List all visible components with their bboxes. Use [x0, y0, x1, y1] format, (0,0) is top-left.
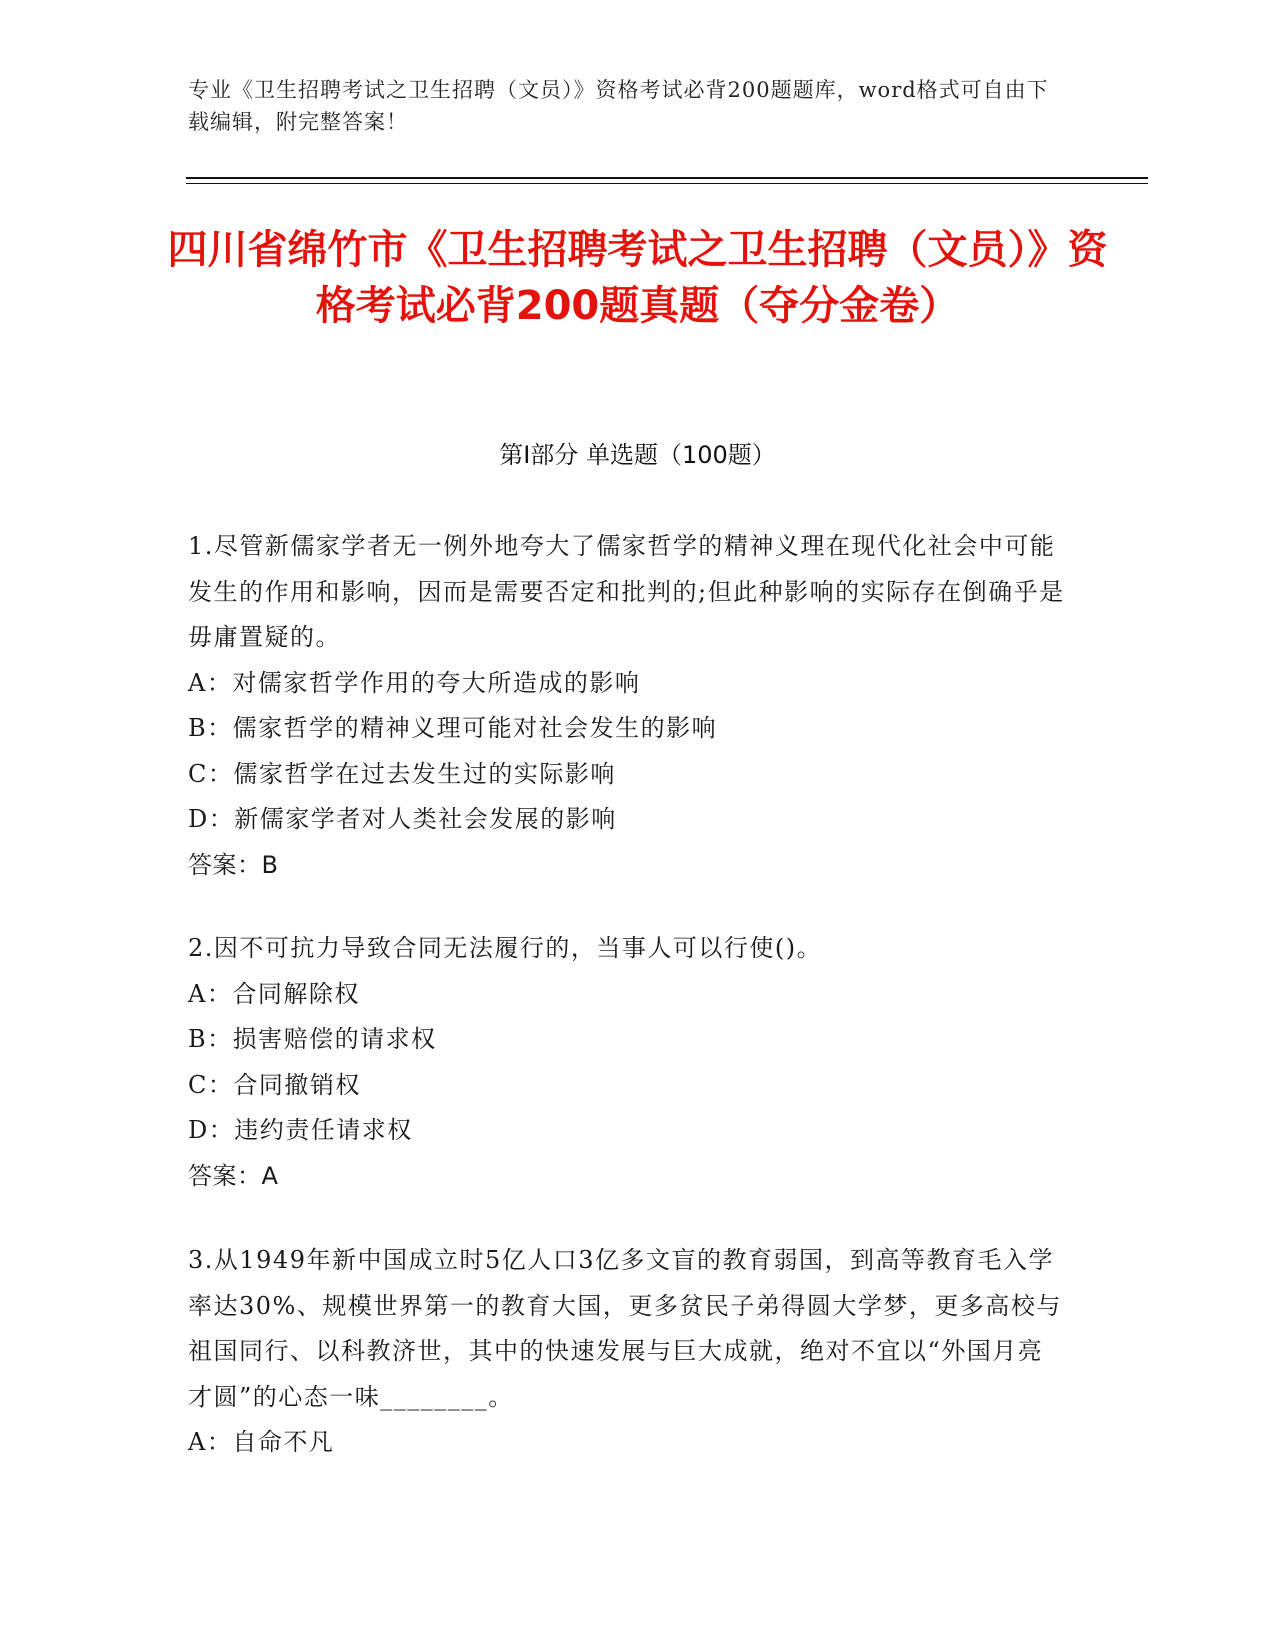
option-a: A：对儒家哲学作用的夸大所造成的影响 — [188, 668, 641, 697]
document-title: 四川省绵竹市《卫生招聘考试之卫生招聘（文员）》资格考试必背200题真题（夺分金卷） — [167, 227, 1108, 329]
question-stem: 3.从1949年新中国成立时5亿人口3亿多文盲的教育弱国，到高等教育毛入学率达30%、规模世界第一的教育大国，更多贫民子弟得圆大学梦，更多高校与祖国同行、以科教济世，其中的快速发展与巨大成就，绝对不宜以“外国月亮才圆”的心态一味________。 — [188, 1246, 1062, 1411]
question-stem: 1.尽管新儒家学者无一例外地夸大了儒家哲学的精神义理在现代化社会中可能发生的作用和影响，因而是需要否定和批判的;但此种影响的实际存在倒确乎是毋庸置疑的。 — [188, 532, 1065, 651]
question-stem: 2.因不可抗力导致合同无法履行的，当事人可以行使()。 — [188, 934, 823, 962]
option-d: D：违约责任请求权 — [188, 1116, 413, 1144]
header-note: 专业《卫生招聘考试之卫生招聘（文员）》资格考试必背200题题库，word格式可自由下载编辑，附完整答案！ — [188, 78, 1049, 134]
option-a: A：合同解除权 — [188, 979, 360, 1008]
option-b: B：儒家哲学的精神义理可能对社会发生的影响 — [188, 714, 718, 742]
header-divider-thick — [186, 177, 1148, 179]
answer-key: 答案：A — [188, 1161, 279, 1190]
option-d: D：新儒家学者对人类社会发展的影响 — [188, 805, 617, 833]
option-c: C：儒家哲学在过去发生过的实际影响 — [188, 759, 616, 788]
question-1 — [188, 524, 1068, 888]
option-b: B：损害赔偿的请求权 — [188, 1025, 437, 1053]
answer-key: 答案：B — [188, 850, 279, 879]
question-2 — [188, 926, 1068, 1199]
question-3 — [188, 1238, 1068, 1466]
section-heading: 第Ⅰ部分 单选题（100题） — [499, 441, 776, 469]
option-a: A：自命不凡 — [188, 1428, 335, 1456]
header-divider-thin — [186, 183, 1148, 184]
option-c: C：合同撤销权 — [188, 1070, 361, 1099]
